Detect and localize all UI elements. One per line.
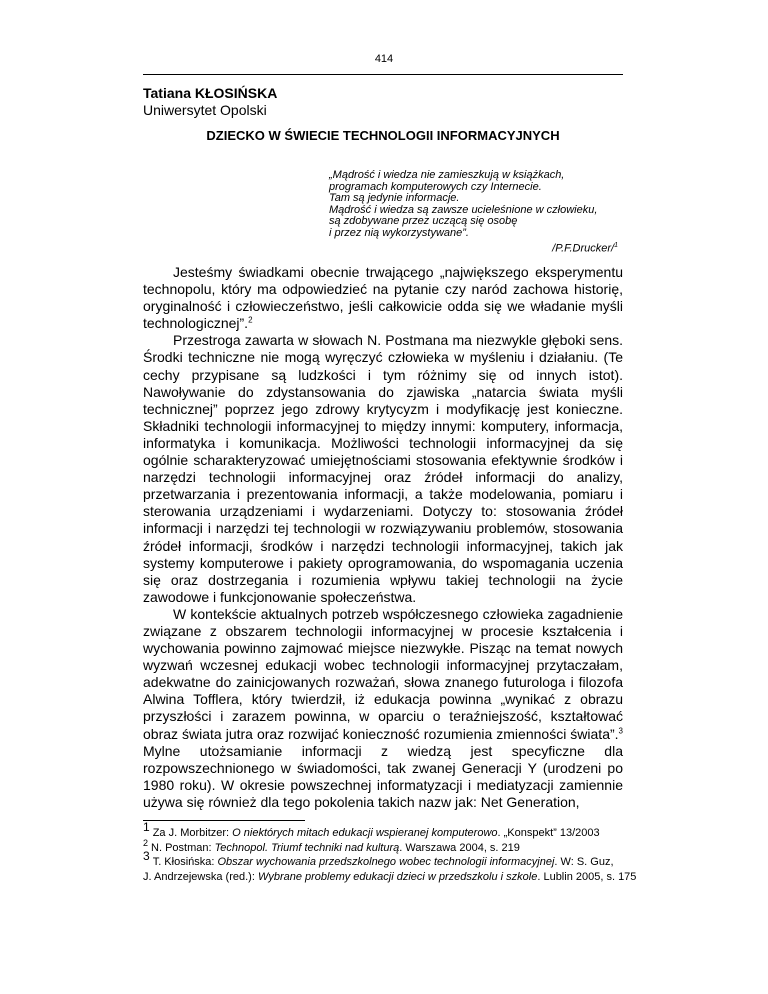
- epigraph-line: programach komputerowych czy Internecie.: [329, 180, 542, 193]
- footnote-text: . W: S. Guz,: [554, 856, 614, 868]
- footnote-text: . „Konspekt” 13/2003: [497, 827, 600, 839]
- footnotes: [143, 820, 643, 884]
- epigraph-line: „Mądrość i wiedza nie zamieszkują w książkach,: [329, 169, 565, 181]
- epigraph-line: Tam są jedynie informacje.: [329, 192, 460, 205]
- footnote-italic-title: Technopol. Triumf techniki nad kulturą: [214, 841, 400, 854]
- article-title: DZIECKO W ŚWIECIE TECHNOLOGII INFORMACYJNYCH: [206, 128, 560, 143]
- article-body: [143, 264, 623, 811]
- footnote-italic-title: Wybrane problemy edukacji dzieci w przedszkolu i szkole: [257, 870, 538, 883]
- paragraph-3: [143, 606, 623, 811]
- paragraph-3-text-b: Mylne utożsamianie informacji z wiedzą jest specyficzne dla rozpowszechnionego w świadomości, tak zwanej Generacji Y (urodzeni po 1980 roku). W okresie powszechnej informatyzacji i mediatyzacji zamiennie używa się również dla tego pokolenia takich nazw jak: Net Generation,: [143, 742, 623, 810]
- footnote-text: T. Kłosińska:: [152, 856, 218, 868]
- footnote-text: N. Postman:: [151, 841, 215, 854]
- author-affiliation: Uniwersytet Opolski: [143, 102, 267, 118]
- paragraph-3-text-a: W kontekście aktualnych potrzeb współczesnego człowieka zagadnienie związane z obszarem technologii informacyjnej w procesie kształcenia i wychowania powinno zajmować miejsce niezwykłe. Pisząc na temat nowych wyzwań wczesnej edukacji wobec technologii informacyjnej przytaczałam, adekwatne do zainicjowanych rozważań, słowa znanego futurologa i filozofa Alwina Tofflera, który twierdził, iż edukacja powinna „wynikać z obrazu przyszłości i zarazem powinna, w oparciu o teraźniejszość, kształtować obraz świata jutra oraz rozwijać konieczność rozumienia zmienności świata”.: [143, 605, 623, 742]
- footnote-ref-1: 1: [614, 241, 618, 249]
- footnote-text: Za J. Morbitzer:: [152, 827, 233, 839]
- epigraph: [329, 170, 623, 255]
- epigraph-line: są zdobywane przez uczącą się osobę: [329, 215, 518, 228]
- footnote-2: [143, 837, 643, 856]
- footnote-rule: [143, 820, 305, 821]
- footnote-text: . Lublin 2005, s. 175: [537, 870, 637, 883]
- footnote-1: [143, 820, 643, 841]
- epigraph-author: /P.F.Drucker/: [552, 242, 615, 255]
- footnote-ref-3: 3: [618, 725, 623, 735]
- footnote-number: 1: [143, 820, 150, 835]
- footnote-italic-title: Obszar wychowania przedszkolnego wobec technologii informacyjnej: [217, 856, 555, 868]
- footnote-3: [143, 849, 643, 870]
- paragraph-1-text: Jesteśmy świadkami obecnie trwającego „największego eksperymentu technopolu, który ma odpowiedzieć na pytanie czy naród zachowa historię, oryginalność i człowieczeństwo, jeśli całkowicie odda się we władanie myśli technologicznej”.: [143, 264, 623, 332]
- footnote-ref-2: 2: [248, 315, 253, 325]
- footnote-text: J. Andrzejewska (red.):: [143, 870, 258, 883]
- footnote-number: 2: [143, 837, 149, 848]
- header-rule: [143, 74, 623, 75]
- paragraph-2: Przestroga zawarta w słowach N. Postmana ma niezwykle głęboki sens. Środki techniczne nie mogą wyręczyć człowieka w myśleniu i działaniu. (Te cechy przypisane są ludzkości i tym różnimy się od innych istot). Nawoływanie do zdystansowania do zjawiska „natarcia świata myśli technicznej” poprzez jego zdrowy krytycyzm i modyfikację jest konieczne. Składniki technologii informacyjnej to między innymi: komputery, informacja, informatyka i komunikacja. Możliwości technologii informacyjnej da się ogólnie scharakteryzować umiejętnościami stosowania efektywnie środków i narzędzi technologii informacyjnej oraz źródeł informacji do analizy, przetwarzania i prezentowania informacji, a także modelowania, pomiaru i sterowania urządzeniami i wydarzeniami. Dotyczy to: stosowania źródeł informacji i narzędzi tej technologii w rozwiązywaniu problemów, stosowania źródeł informacji, środków i narzędzi technologii informacyjnej, takich jak systemy komputerowe i pakiety oprogramowania, do wspomagania uczenia się oraz dostrzegania i rozumienia wpływu takiej technologii na życie zawodowe i funkcjonowanie społeczeństwa.: [143, 332, 623, 605]
- epigraph-line: Mądrość i wiedza są zawsze ucieleśnione w człowieku,: [329, 203, 598, 216]
- epigraph-attribution: [329, 240, 623, 255]
- footnote-italic-title: O niektórych mitach edukacji wspieranej komputerowo: [232, 827, 498, 839]
- footnote-number: 3: [143, 849, 150, 864]
- footnote-text: . Warszawa 2004, s. 219: [399, 841, 520, 854]
- page-number: 414: [374, 53, 394, 65]
- epigraph-line: i przez nią wykorzystywane”.: [329, 226, 469, 239]
- paragraph-1: [143, 264, 623, 332]
- author-name: Tatiana KŁOSIŃSKA: [143, 85, 278, 101]
- footnote-3-continued: [143, 870, 643, 885]
